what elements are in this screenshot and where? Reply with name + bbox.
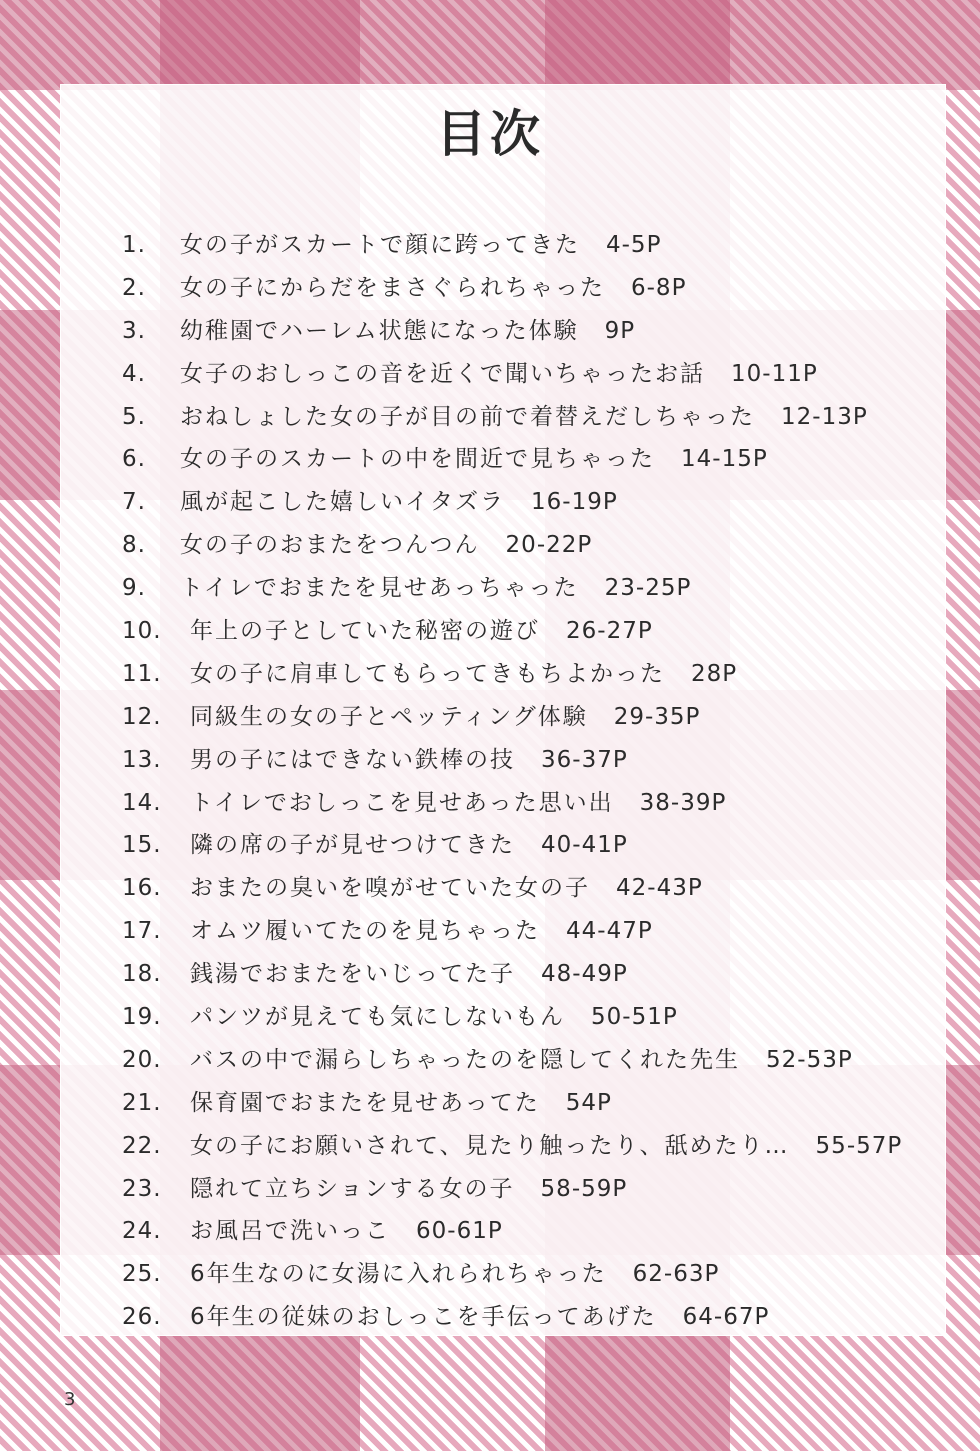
toc-entry <box>122 438 922 481</box>
toc-entry-number: 19. <box>122 1004 162 1031</box>
toc-entry-pages: 60-61P <box>416 1218 503 1245</box>
toc-entry <box>122 996 922 1039</box>
toc-entry-title: 6年生の従妹のおしっこを手伝ってあげた <box>190 1304 657 1331</box>
toc-entry-title: 女の子がスカートで顔に跨ってきた <box>180 232 580 258</box>
toc-entry <box>122 739 922 782</box>
toc-entry-number: 8. <box>122 532 146 559</box>
toc-entry-number: 13. <box>122 746 162 773</box>
toc-entry-pages: 12-13P <box>781 403 868 430</box>
toc-entry-number: 25. <box>122 1261 162 1288</box>
toc-entry-number: 21. <box>122 1089 162 1116</box>
toc-entry-title: 女子のおしっこの音を近くで聞いちゃったお話 <box>180 360 705 387</box>
toc-entry-number: 9. <box>122 575 146 602</box>
toc-entry-pages: 10-11P <box>731 360 818 387</box>
toc-entry-number: 4. <box>122 360 146 387</box>
page-title: 目次 <box>436 105 544 163</box>
toc-entry <box>122 1296 922 1339</box>
toc-entry-title: 隠れて立ちションする女の子 <box>190 1175 515 1202</box>
toc-entry <box>122 910 922 953</box>
toc-entry-pages: 28P <box>691 660 738 687</box>
toc-entry-number: 11. <box>122 660 162 687</box>
toc-entry-pages: 44-47P <box>566 918 653 945</box>
toc-entry <box>122 481 922 524</box>
table-of-contents <box>122 224 922 1339</box>
toc-entry-pages: 26-27P <box>566 618 653 645</box>
toc-entry-number: 15. <box>122 832 162 859</box>
toc-entry-number: 1. <box>122 232 146 258</box>
toc-entry <box>122 824 922 867</box>
toc-entry <box>122 1210 922 1253</box>
toc-entry <box>122 524 922 567</box>
toc-entry-pages: 48-49P <box>541 961 628 988</box>
toc-entry-number: 5. <box>122 403 146 430</box>
toc-entry-pages: 40-41P <box>541 832 628 859</box>
toc-entry <box>122 1125 922 1168</box>
toc-entry <box>122 267 922 310</box>
toc-entry-title: オムツ履いてたのを見ちゃった <box>190 918 540 945</box>
toc-entry-title: 幼稚園でハーレム状態になった体験 <box>180 317 579 344</box>
toc-entry-number: 10. <box>122 618 162 645</box>
toc-entry-pages: 14-15P <box>681 446 768 473</box>
toc-entry-pages: 9P <box>604 317 636 344</box>
toc-entry-pages: 38-39P <box>639 789 727 816</box>
toc-entry-pages: 16-19P <box>531 489 618 516</box>
toc-entry-title: 銭湯でおまたをいじってた子 <box>190 961 515 988</box>
toc-entry <box>122 1082 922 1125</box>
toc-entry-title: トイレでおまたを見せあっちゃった <box>180 575 579 602</box>
toc-entry-title: 女の子のスカートの中を間近で見ちゃった <box>180 446 655 473</box>
toc-entry-number: 24. <box>122 1218 162 1245</box>
toc-entry-title: 同級生の女の子とペッティング体験 <box>190 703 588 730</box>
toc-entry-pages: 64-67P <box>682 1304 770 1331</box>
toc-entry-pages: 58-59P <box>540 1175 628 1202</box>
toc-entry-title: 6年生なのに女湯に入れられちゃった <box>190 1261 607 1288</box>
toc-entry-pages: 42-43P <box>616 875 703 902</box>
toc-entry-title: 年上の子としていた秘密の遊び <box>190 618 540 645</box>
toc-entry <box>122 224 922 267</box>
toc-entry-pages: 50-51P <box>591 1004 678 1031</box>
toc-entry-title: 女の子に肩車してもらってきもちよかった <box>190 660 665 687</box>
toc-entry-title: 男の子にはできない鉄棒の技 <box>190 746 515 773</box>
toc-entry-title: パンツが見えても気にしないもん <box>190 1004 565 1031</box>
toc-entry-pages: 6-8P <box>631 274 687 301</box>
toc-entry-title: お風呂で洗いっこ <box>190 1218 390 1245</box>
toc-entry-number: 23. <box>122 1175 162 1202</box>
toc-entry-pages: 20-22P <box>505 532 593 559</box>
toc-entry <box>122 1253 922 1296</box>
toc-entry-number: 6. <box>122 446 146 473</box>
toc-entry-title: おねしょした女の子が目の前で着替えだしちゃった <box>180 403 755 430</box>
toc-entry-number: 16. <box>122 875 162 902</box>
toc-entry <box>122 953 922 996</box>
page-number: 3 <box>64 1389 76 1410</box>
toc-entry-title: 保育園でおまたを見せあってた <box>190 1089 540 1116</box>
toc-entry-title: 女の子にお願いされて、見たり触ったり、舐めたり… <box>190 1132 790 1159</box>
toc-entry <box>122 310 922 353</box>
toc-entry-title: トイレでおしっこを見せあった思い出 <box>190 789 614 816</box>
toc-entry-number: 18. <box>122 961 162 988</box>
toc-entry <box>122 867 922 910</box>
toc-entry <box>122 567 922 610</box>
toc-entry-title: 女の子のおまたをつんつん <box>180 532 480 559</box>
toc-entry-number: 14. <box>122 789 162 816</box>
toc-entry-title: 女の子にからだをまさぐられちゃった <box>180 274 605 301</box>
toc-entry-number: 2. <box>122 274 146 301</box>
toc-entry <box>122 653 922 696</box>
toc-entry-title: バスの中で漏らしちゃったのを隠してくれた先生 <box>190 1046 740 1073</box>
toc-entry-title: 隣の席の子が見せつけてきた <box>190 832 515 859</box>
toc-entry-pages: 36-37P <box>541 746 628 773</box>
toc-entry <box>122 610 922 653</box>
toc-entry-number: 20. <box>122 1046 162 1073</box>
toc-entry-number: 26. <box>122 1304 162 1331</box>
toc-entry-number: 22. <box>122 1132 162 1159</box>
toc-entry-pages: 4-5P <box>606 232 662 258</box>
toc-entry <box>122 1168 922 1211</box>
toc-entry-number: 12. <box>122 703 162 730</box>
toc-entry <box>122 782 922 825</box>
toc-entry <box>122 696 922 739</box>
toc-entry-pages: 29-35P <box>613 703 701 730</box>
toc-entry-pages: 55-57P <box>815 1132 903 1159</box>
toc-entry-pages: 62-63P <box>632 1261 720 1288</box>
toc-entry <box>122 396 922 439</box>
toc-entry-number: 3. <box>122 317 146 344</box>
toc-entry <box>122 353 922 396</box>
toc-entry-pages: 23-25P <box>604 575 692 602</box>
toc-entry-title: おまたの臭いを嗅がせていた女の子 <box>190 875 590 902</box>
toc-entry-pages: 52-53P <box>766 1046 853 1073</box>
toc-entry-title: 風が起こした嬉しいイタズラ <box>180 489 505 516</box>
toc-entry-number: 7. <box>122 489 146 516</box>
toc-entry <box>122 1039 922 1082</box>
toc-entry-pages: 54P <box>565 1089 612 1116</box>
toc-entry-number: 17. <box>122 918 162 945</box>
